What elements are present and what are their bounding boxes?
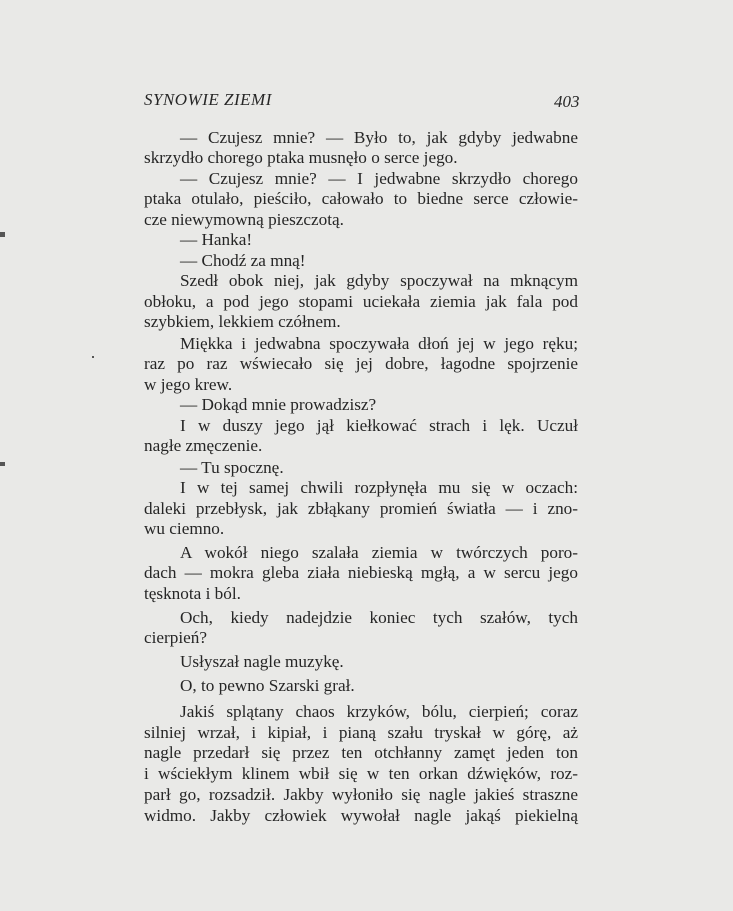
- text-line: i wściekłym klinem wbił się w ten orkan dźwięków, roz-: [144, 764, 578, 783]
- scan-speck: [0, 462, 5, 466]
- text-line: obłoku, a pod jego stopami uciekała ziemia jak fala pod: [144, 292, 578, 311]
- text-line: Jakiś splątany chaos krzyków, bólu, cierpień; coraz: [180, 702, 578, 721]
- text-line: Miękka i jedwabna spoczywała dłoń jej w jego ręku;: [180, 334, 578, 353]
- text-line: A wokół niego szalała ziemia w twórczych poro-: [180, 543, 578, 562]
- text-line: nagłe zmęczenie.: [144, 436, 263, 455]
- text-line: w jego krew.: [144, 375, 233, 394]
- text-line: daleki przebłysk, jak zbłąkany promień światła — i zno-: [144, 499, 578, 518]
- text-line: nagle przedarł się przez ten otchłanny zamęt jeden ton: [144, 743, 578, 762]
- text-line: tęsknota i ból.: [144, 584, 241, 603]
- scan-speck: [0, 232, 5, 237]
- text-line: — Chodź za mną!: [180, 251, 306, 270]
- text-line: I w duszy jego jął kiełkować strach i lęk. Uczuł: [180, 416, 578, 435]
- text-line: — Tu spocznę.: [180, 458, 284, 477]
- text-line: — Czujesz mnie? — Było to, jak gdyby jedwabne: [180, 128, 578, 147]
- text-line: Och, kiedy nadejdzie koniec tych szałów, tych: [180, 608, 578, 627]
- text-line: szybkiem, lekkiem czółnem.: [144, 312, 341, 331]
- text-line: I w tej samej chwili rozpłynęła mu się w oczach:: [180, 478, 578, 497]
- text-line: dach — mokra gleba ziała niebieską mgłą, a w sercu jego: [144, 563, 578, 582]
- text-line: parł go, rozsadził. Jakby wyłoniło się nagle jakieś straszne: [144, 785, 578, 804]
- text-line: ptaka otulało, pieściło, całowało to biedne serce człowie-: [144, 189, 578, 208]
- text-line: widmo. Jakby człowiek wywołał nagle jakąś piekielną: [144, 806, 578, 825]
- text-line: O, to pewno Szarski grał.: [180, 676, 355, 695]
- text-line: cze niewymowną pieszczotą.: [144, 210, 344, 229]
- text-line: raz po raz wświecało się jej dobre, łagodne spojrzenie: [144, 354, 578, 373]
- text-line: silniej wrzał, i kipiał, i pianą szału tryskał w górę, aż: [144, 723, 578, 742]
- text-line: — Czujesz mnie? — I jedwabne skrzydło chorego: [180, 169, 578, 188]
- text-line: Usłyszał nagle muzykę.: [180, 652, 344, 671]
- text-line: cierpień?: [144, 628, 207, 647]
- page-number: 403: [554, 92, 580, 111]
- text-line: wu ciemno.: [144, 519, 225, 538]
- text-line: — Hanka!: [180, 230, 253, 249]
- text-line: skrzydło chorego ptaka musnęło o serce jego.: [144, 148, 458, 167]
- text-line: Szedł obok niej, jak gdyby spoczywał na mknącym: [180, 271, 578, 290]
- text-line: — Dokąd mnie prowadzisz?: [180, 395, 377, 414]
- scan-speck: [92, 356, 94, 358]
- running-title: SYNOWIE ZIEMI: [144, 90, 272, 109]
